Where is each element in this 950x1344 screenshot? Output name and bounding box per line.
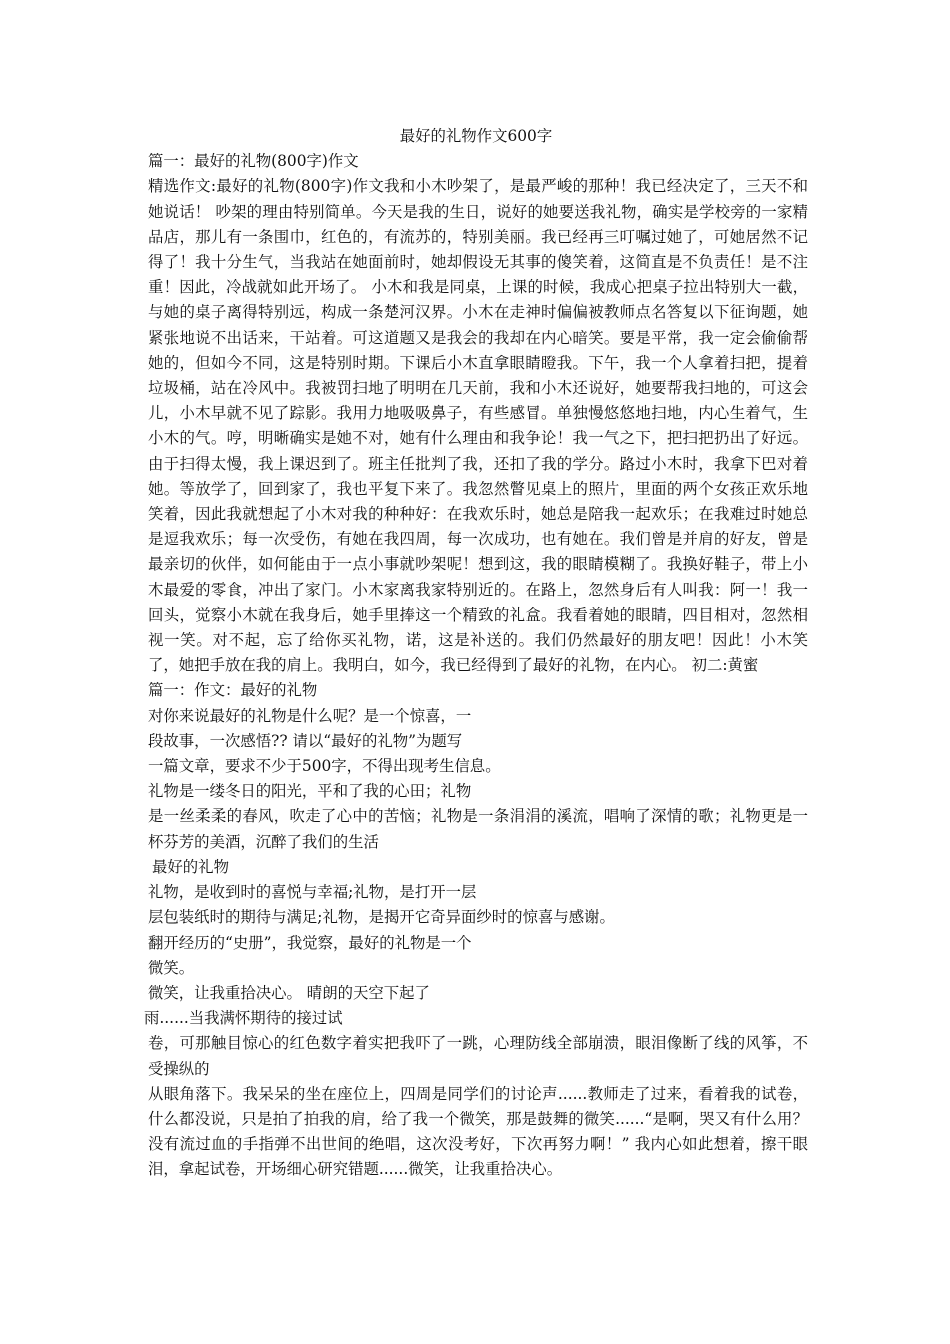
section-heading-2: 篇一：作文：最好的礼物 [148,681,318,700]
essay-line: 从眼角落下。我呆呆的坐在座位上，四周是同学们的讨论声......教师走了过来，看着我的试卷，什么都没说，只是拍了拍我的肩，给了我一个微笑，那是鼓舞的微笑......“是啊，哭又有什么用？没有流过血的手指弹不出世间的绝唱，这次没考好，下次再努力啊！” 我内心如此想着，擦干眼泪，拿起试卷，开场细心研究错题......微笑，让我重拾决心。 [148,1084,808,1179]
essay-line: 微笑，让我重拾决心。 晴朗的天空下起了 [148,983,430,1002]
section-heading-1: 篇一：最好的礼物(800字)作文 [148,152,359,171]
document-page [144,124,808,1183]
essay-line: 微笑。 [148,958,195,977]
prompt-line: 段故事，一次感悟?? 请以“最好的礼物”为题写 [148,731,463,750]
essay-line: 层包装纸时的期待与满足;礼物，是揭开它奇异面纱时的惊喜与感谢。 [148,908,615,927]
prompt-line: 对你来说最好的礼物是什么呢？是一个惊喜，一 [148,706,472,725]
document-title: 最好的礼物作文600字 [399,127,553,145]
prompt-line: 一篇文章，要求不少于500字，不得出现考生信息。 [148,757,501,776]
essay-line: 礼物是一缕冬日的阳光，平和了我的心田；礼物 [148,782,472,801]
essay-line: 礼物，是收到时的喜悦与幸福;礼物，是打开一层 [148,883,477,902]
essay-line: 翻开经历的“史册”，我觉察，最好的礼物是一个 [148,933,472,952]
essay-line: 雨......当我满怀期待的接过试 [144,1009,343,1028]
essay-subtitle: 最好的礼物 [152,857,229,876]
essay-line: 是一丝柔柔的春风，吹走了心中的苦恼；礼物是一条涓涓的溪流，唱响了深情的歌；礼物更是一杯芬芳的美酒，沉醉了我们的生活 [148,807,808,851]
essay-body-paragraph: 精选作文:最好的礼物(800字)作文我和小木吵架了，是最严峻的那种！我已经决定了，三天不和她说话！ 吵架的理由特别简单。今天是我的生日，说好的她要送我礼物，确实是学校旁的一家精品店，那儿有一条围巾，红色的，有流苏的，特别美丽。我已经再三叮嘱过她了，可她居然不记得了！我十分生气，当我站在她面前时，她却假设无其事的傻笑着，这简直是不负责任！是不注重！因此，冷战就如此开场了。 小木和我是同桌，上课的时候，我成心把桌子拉出特别大一截，与她的桌子离得特别远，构成一条楚河汉界。小木在走神时偏偏被教师点名答复以下征询题，她紧张地说不出话来，干站着。可这道题又是我会的我却在内心暗笑。要是平常，我一定会偷偷帮她的，但如今不同，这是特别时期。下课后小木直拿眼睛瞪我。下午，我一个人拿着扫把，提着垃圾桶，站在冷风中。我被罚扫地了明明在几天前，我和小木还说好，她要帮我扫地的，可这会儿，小木早就不见了踪影。我用力地吸吸鼻子，有些感冒。单独慢悠悠地扫地，内心生着气，生小木的气。哼，明晰确实是她不对，她有什么理由和我争论！我一气之下，把扫把扔出了好远。由于扫得太慢，我上课迟到了。班主任批判了我，还扣了我的学分。路过小木时，我拿下巴对着她。等放学了，回到家了，我也平复下来了。我忽然瞥见桌上的照片，里面的两个女孩正欢乐地笑着，因此我就想起了小木对我的种种好：在我欢乐时，她总是陪我一起欢乐；在我难过时她总是逗我欢乐；每一次受伤，有她在我四周，每一次成功，也有她在。我们曾是并肩的好友，曾是最亲切的伙伴，如何能由于一点小事就吵架呢！想到这，我的眼睛模糊了。我换好鞋子，带上小木最爱的零食，冲出了家门。小木家离我家特别近的。在路上，忽然身后有人叫我：阿一！我一回头，觉察小木就在我身后，她手里捧这一个精致的礼盒。我看着她的眼睛，四目相对，忽然相视一笑。对不起，忘了给你买礼物，诺，这是补送的。我们仍然最好的朋友吧！因此！小木笑了，她把手放在我的肩上。我明白，如今，我已经得到了最好的礼物，在内心。 初二:黄蜜 [148,177,808,675]
essay-line: 卷，可那触目惊心的红色数字着实把我吓了一跳，心理防线全部崩溃，眼泪像断了线的风筝，不受操纵的 [148,1034,808,1078]
